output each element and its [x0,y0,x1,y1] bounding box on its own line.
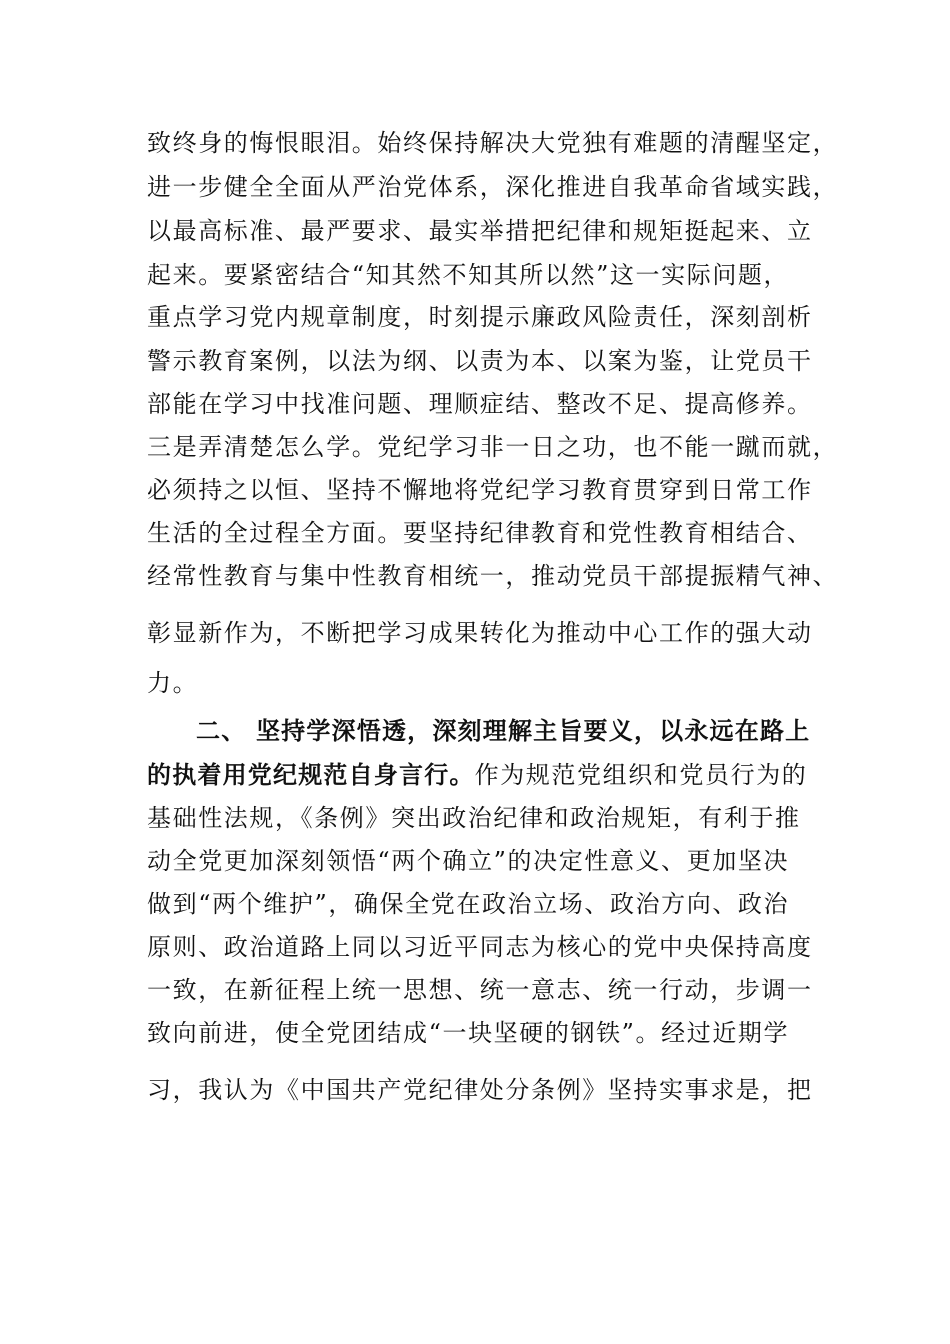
body-text-line: 动全党更加深刻领悟“两个确立”的决定性意义、更加坚决 [147,847,790,875]
body-text-line: 重点学习党内规章制度，时刻提示廉政风险责任，深刻剖析 [147,303,813,331]
section-heading: 二、 坚持学深悟透，深刻理解主旨要义，以永远在路上 [196,717,811,745]
body-text-line: 力。 [147,669,199,697]
body-text-line: 部能在学习中找准问题、理顺症结、整改不足、提高修养。 [147,390,813,418]
section-body-start: 作为规范党组织和党员行为的 [474,761,808,789]
body-text-line: 彰显新作为，不断把学习成果转化为推动中心工作的强大动 [147,619,813,647]
body-text-line: 经常性教育与集中性教育相统一，推动党员干部提振精气神、 [147,562,839,590]
body-text-line: 做到“两个维护”，确保全党在政治立场、政治方向、政治 [147,890,790,918]
section-heading-bold-part: 的执着用党纪规范自身言行。 [147,761,475,789]
body-text-line: 起来。要紧密结合“知其然不知其所以然”这一实际问题， [147,261,790,289]
body-text-line: 习，我认为《中国共产党纪律处分条例》坚持实事求是，把 [147,1076,813,1104]
body-text-line: 致终身的悔恨眼泪。始终保持解决大党独有难题的清醒坚定， [147,129,839,157]
body-text-line: 致向前进，使全党团结成“一块坚硬的钢铁”。经过近期学 [147,1019,790,1047]
body-text-line: 一致，在新征程上统一思想、统一意志、统一行动，步调一 [147,976,813,1004]
body-text-line: 必须持之以恒、坚持不懈地将党纪学习教育贯穿到日常工作 [147,476,813,504]
section-heading-continued [147,760,817,790]
body-text-line: 以最高标准、最严要求、最实举措把纪律和规矩挺起来、立 [147,217,813,245]
body-text-line: 三是弄清楚怎么学。党纪学习非一日之功，也不能一蹴而就， [147,433,839,461]
body-text-line: 警示教育案例，以法为纲、以责为本、以案为鉴，让党员干 [147,347,813,375]
body-text-line: 基础性法规，《条例》突出政治纪律和政治规矩，有利于推 [147,804,801,832]
body-text-line: 原则、政治道路上同以习近平同志为核心的党中央保持高度 [147,933,813,961]
body-text-line: 生活的全过程全方面。要坚持纪律教育和党性教育相结合、 [147,519,813,547]
body-text-line: 进一步健全全面从严治党体系，深化推进自我革命省域实践， [147,173,839,201]
